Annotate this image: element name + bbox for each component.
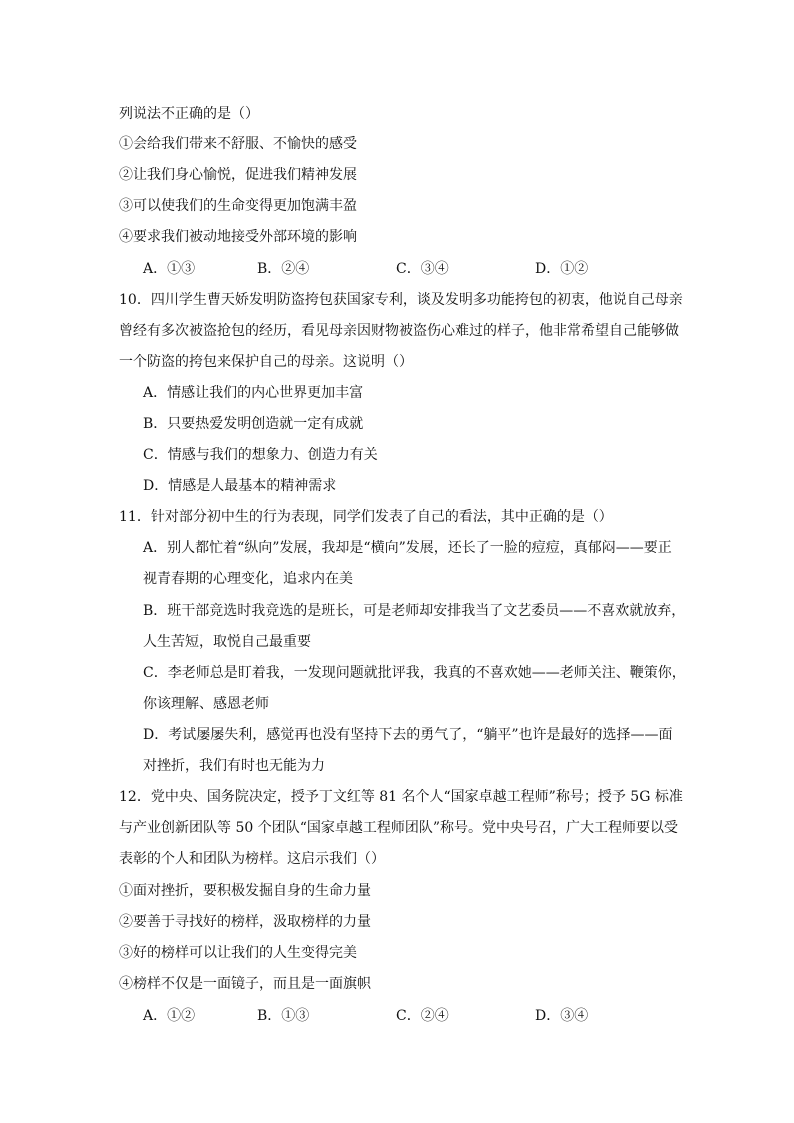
q11-option-d-line-2: 对挫折，我们有时也无能为力 <box>143 758 325 774</box>
q9-option-c: C．③④ <box>396 261 449 277</box>
q12-statement-4: ④榜样不仅是一面镜子，而且是一面旗帜 <box>119 976 371 992</box>
q9-statement-2: ②让我们身心愉悦，促进我们精神发展 <box>119 167 357 183</box>
q12-statement-1: ①面对挫折，要积极发掘自身的生命力量 <box>119 883 371 899</box>
q9-option-d: D．①② <box>535 261 589 277</box>
q9-statement-4: ④要求我们被动地接受外部环境的影响 <box>119 229 357 245</box>
q10-option-d: D．情感是人最基本的精神需求 <box>143 478 337 494</box>
q12-statement-2: ②要善于寻找好的榜样，汲取榜样的力量 <box>119 914 371 930</box>
q10-option-a: A．情感让我们的内心世界更加丰富 <box>143 385 364 401</box>
q11-stem: 11．针对部分初中生的行为表现，同学们发表了自己的看法，其中正确的是（） <box>119 509 613 525</box>
q11-option-c-line-1: C．李老师总是盯着我，一发现问题就批评我，我真的不喜欢她——老师关注、鞭策你， <box>143 665 686 681</box>
q12-stem-line-1: 12．党中央、国务院决定，授予丁文红等 81 名个人“国家卓越工程师”称号；授予 5G 标准 <box>119 789 683 805</box>
q10-option-c: C．情感与我们的想象力、创造力有关 <box>143 447 378 463</box>
q11-option-c-line-2: 你该理解、感恩老师 <box>143 696 269 712</box>
q12-option-b: B．①③ <box>257 1008 310 1024</box>
q9-options <box>143 259 663 279</box>
q12-option-d: D．③④ <box>535 1008 589 1024</box>
q12-stem-line-2: 与产业创新团队等 50 个团队“国家卓越工程师团队”称号。党中央号召，广大工程师要以受 <box>119 820 679 836</box>
q11-option-b-line-1: B．班干部竞选时我竞选的是班长，可是老师却安排我当了文艺委员——不喜欢就放弃， <box>143 603 686 619</box>
q12-stem-line-3: 表彰的个人和团队为榜样。这启示我们（） <box>119 851 385 867</box>
q9-statement-1: ①会给我们带来不舒服、不愉快的感受 <box>119 136 357 152</box>
q9-option-a: A．①③ <box>143 261 196 277</box>
q10-option-b: B．只要热爱发明创造就一定有成就 <box>143 416 364 432</box>
q11-option-a-line-1: A．别人都忙着“纵向”发展，我却是“横向”发展，还长了一脸的痘痘，真郁闷——要正 <box>143 540 672 556</box>
q10-stem-line-1: 10．四川学生曹天娇发明防盗挎包获国家专利，谈及发明多功能挎包的初衷，他说自己母亲 <box>119 292 683 308</box>
q10-stem-line-3: 一个防盗的挎包来保护自己的母亲。这说明（） <box>119 354 413 370</box>
q12-options <box>143 1006 663 1026</box>
q9-option-b: B．②④ <box>257 261 310 277</box>
q11-option-d-line-1: D．考试屡屡失利，感觉再也没有坚持下去的勇气了，“躺平”也许是最好的选择——面 <box>143 727 673 743</box>
q10-stem-line-2: 曾经有多次被盗抢包的经历，看见母亲因财物被盗伤心难过的样子，他非常希望自己能够做 <box>119 323 679 339</box>
q12-option-c: C．②④ <box>396 1008 449 1024</box>
q9-stem: 列说法不正确的是（） <box>119 106 259 122</box>
q12-statement-3: ③好的榜样可以让我们的人生变得完美 <box>119 945 357 961</box>
q9-statement-3: ③可以使我们的生命变得更加饱满丰盈 <box>119 198 357 214</box>
q11-option-b-line-2: 人生苦短，取悦自己最重要 <box>143 634 311 650</box>
q11-option-a-line-2: 视青春期的心理变化，追求内在美 <box>143 571 353 587</box>
q12-option-a: A．①② <box>143 1008 196 1024</box>
